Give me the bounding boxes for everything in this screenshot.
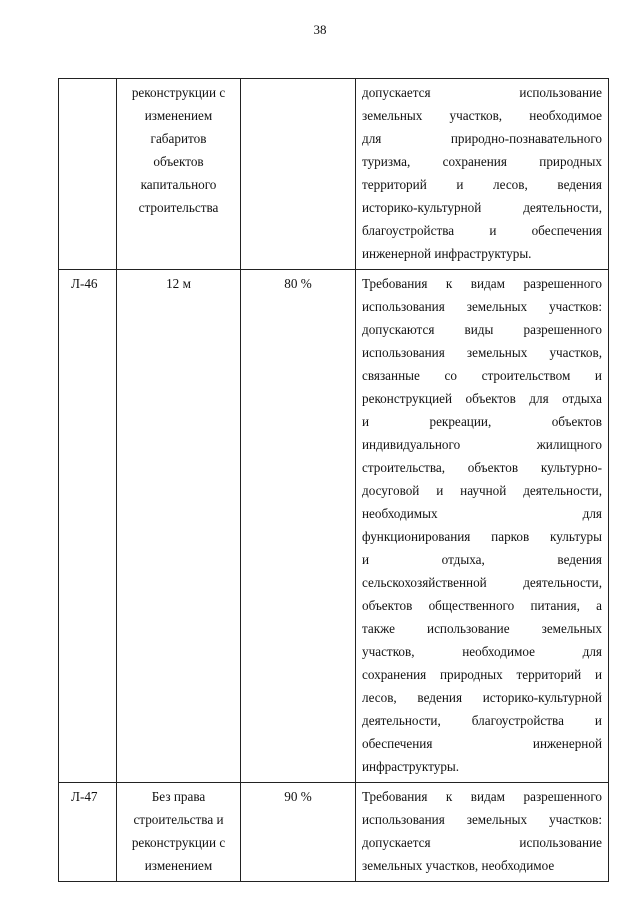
- requirements-line: объектов общественного питания, а: [362, 598, 602, 613]
- restriction-line: реконструкции с: [131, 85, 226, 100]
- restriction-line: строительства: [138, 200, 219, 215]
- restriction-line: изменением: [144, 108, 213, 123]
- height-restriction-cell: [117, 783, 241, 882]
- requirements-line: использования земельных участков,: [362, 345, 602, 360]
- requirements-line: использования земельных участков:: [362, 812, 602, 827]
- requirements-line: допускается использование: [362, 85, 602, 100]
- requirements-line: инженерной инфраструктуры.: [362, 246, 532, 261]
- restriction-line: строительства и: [133, 812, 224, 827]
- requirements-line: и отдыха, ведения: [362, 552, 602, 567]
- height-restriction-cell: [117, 270, 241, 783]
- land-use-requirements-cell: [356, 270, 609, 783]
- requirements-line: туризма, сохранения природных: [362, 154, 602, 169]
- requirements-line: сельскохозяйственной деятельности,: [362, 575, 602, 590]
- requirements-line: использования земельных участков:: [362, 299, 602, 314]
- height-restriction-cell: [117, 79, 241, 270]
- requirements-line: Требования к видам разрешенного: [362, 789, 602, 804]
- requirements-line: земельных участков, необходимое: [362, 858, 555, 873]
- restriction-line: изменением: [144, 858, 213, 873]
- requirements-line: необходимых для: [362, 506, 602, 521]
- requirements-line: сохранения природных территорий и: [362, 667, 602, 682]
- requirements-line: территорий и лесов, ведения: [362, 177, 602, 192]
- zoning-table-body: [59, 79, 609, 882]
- coverage-percent-cell: 80 %: [241, 270, 356, 783]
- requirements-line: досуговой и научной деятельности,: [362, 483, 602, 498]
- requirements-line: обеспечения инженерной: [362, 736, 602, 751]
- requirements-line: также использование земельных: [362, 621, 602, 636]
- zone-code-cell: Л-46: [59, 270, 117, 783]
- zoning-table: [58, 78, 609, 882]
- requirements-line: связанные со строительством и: [362, 368, 602, 383]
- land-use-requirements-cell: [356, 783, 609, 882]
- table-row: [59, 783, 609, 882]
- restriction-line: объектов: [153, 154, 204, 169]
- requirements-line: Требования к видам разрешенного: [362, 276, 602, 291]
- coverage-percent-cell: [241, 79, 356, 270]
- requirements-line: участков, необходимое для: [362, 644, 602, 659]
- restriction-line: капитального: [140, 177, 217, 192]
- requirements-line: индивидуального жилищного: [362, 437, 602, 452]
- land-use-requirements-cell: [356, 79, 609, 270]
- requirements-line: историко-культурной деятельности,: [362, 200, 602, 215]
- requirements-line: деятельности, благоустройства и: [362, 713, 602, 728]
- zone-code-cell: Л-47: [59, 783, 117, 882]
- restriction-line: габаритов: [150, 131, 207, 146]
- requirements-line: благоустройства и обеспечения: [362, 223, 602, 238]
- coverage-percent-cell: 90 %: [241, 783, 356, 882]
- restriction-line: Без права: [151, 789, 206, 804]
- requirements-line: строительства, объектов культурно-: [362, 460, 602, 475]
- table-row: [59, 270, 609, 783]
- requirements-line: реконструкцией объектов для отдыха: [362, 391, 602, 406]
- requirements-line: функционирования парков культуры: [362, 529, 602, 544]
- page-number: 38: [313, 22, 327, 37]
- requirements-line: для природно-познавательного: [362, 131, 602, 146]
- restriction-line: 12 м: [166, 276, 191, 291]
- requirements-line: допускается использование: [362, 835, 602, 850]
- requirements-line: земельных участков, необходимое: [362, 108, 602, 123]
- requirements-line: допускаются виды разрешенного: [362, 322, 602, 337]
- requirements-line: и рекреации, объектов: [362, 414, 602, 429]
- zone-code-cell: [59, 79, 117, 270]
- requirements-line: лесов, ведения историко-культурной: [362, 690, 602, 705]
- requirements-line: инфраструктуры.: [362, 759, 460, 774]
- restriction-line: реконструкции с: [131, 835, 226, 850]
- table-row: [59, 79, 609, 270]
